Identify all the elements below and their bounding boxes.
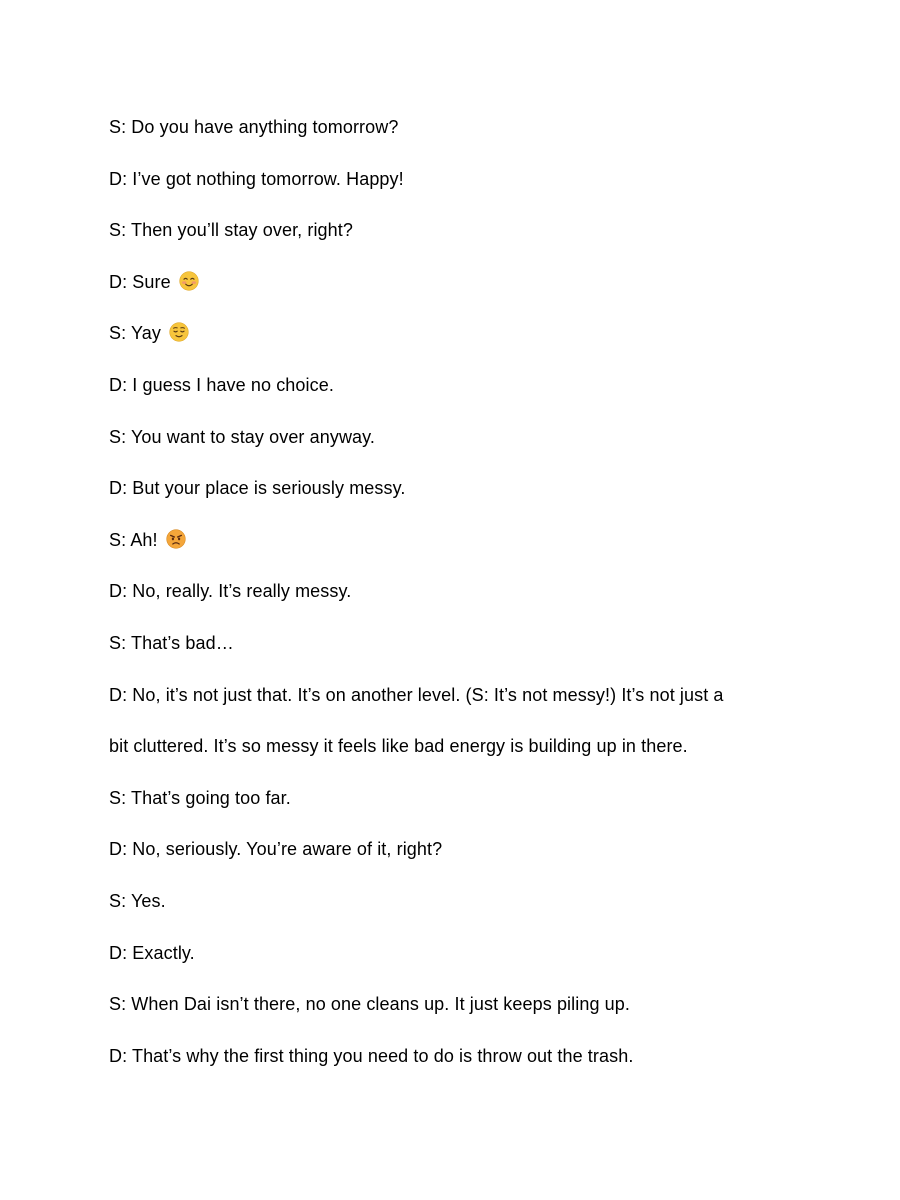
dialogue-line-text: S: Then you’ll stay over, right? bbox=[109, 220, 353, 241]
dialogue-line bbox=[109, 566, 809, 618]
dialogue-line-text: S: You want to stay over anyway. bbox=[109, 426, 376, 447]
dialogue-line bbox=[109, 308, 809, 360]
relieved-face-icon bbox=[169, 311, 189, 331]
dialogue-line-text: D: But your place is seriously messy. bbox=[109, 478, 406, 499]
angry-face-icon bbox=[166, 518, 186, 538]
dialogue-line bbox=[109, 463, 809, 515]
dialogue-line bbox=[109, 670, 809, 722]
dialogue-line bbox=[109, 979, 809, 1031]
dialogue-line-text: S: That’s bad… bbox=[109, 632, 234, 653]
smiling-blushing-face-icon bbox=[179, 260, 199, 280]
dialogue-line-text: S: Do you have anything tomorrow? bbox=[109, 117, 399, 137]
dialogue-line-continuation bbox=[109, 721, 809, 773]
dialogue-line-text: D: I guess I have no choice. bbox=[109, 374, 334, 395]
dialogue-line bbox=[109, 205, 809, 257]
dialogue-line-text: S: Yes. bbox=[109, 890, 166, 911]
dialogue-line-text: D: Sure bbox=[109, 271, 171, 292]
dialogue-line bbox=[109, 360, 809, 412]
dialogue-line bbox=[109, 773, 809, 825]
dialogue-line-text: S: That’s going too far. bbox=[109, 787, 291, 808]
dialogue-line-text: bit cluttered. It’s so messy it feels like bad energy is building up in there. bbox=[109, 736, 688, 757]
dialogue-line bbox=[109, 257, 809, 309]
dialogue-line-text: D: No, it’s not just that. It’s on another level. (S: It’s not messy!) It’s not just a bbox=[109, 684, 724, 705]
dialogue-line bbox=[109, 1031, 809, 1083]
dialogue-line-text: D: No, really. It’s really messy. bbox=[109, 581, 352, 602]
dialogue-line-text: S: When Dai isn’t there, no one cleans up. It just keeps piling up. bbox=[109, 994, 630, 1015]
dialogue-line-text: D: Exactly. bbox=[109, 942, 195, 963]
dialogue-line bbox=[109, 928, 809, 980]
dialogue-line-text: D: That’s why the first thing you need to do is throw out the trash. bbox=[109, 1045, 634, 1066]
dialogue-line-text: D: I’ve got nothing tomorrow. Happy! bbox=[109, 168, 404, 189]
dialogue-line bbox=[109, 618, 809, 670]
dialogue-line bbox=[109, 515, 809, 567]
dialogue-line-text: S: Ah! bbox=[109, 529, 158, 550]
dialogue-line-text: D: No, seriously. You’re aware of it, right? bbox=[109, 839, 443, 860]
dialogue-line-text: S: Yay bbox=[109, 323, 161, 344]
dialogue-transcript bbox=[109, 102, 809, 1082]
dialogue-line bbox=[109, 412, 809, 464]
dialogue-line bbox=[109, 154, 809, 206]
dialogue-line bbox=[109, 876, 809, 928]
dialogue-line bbox=[109, 824, 809, 876]
dialogue-line bbox=[109, 102, 809, 154]
